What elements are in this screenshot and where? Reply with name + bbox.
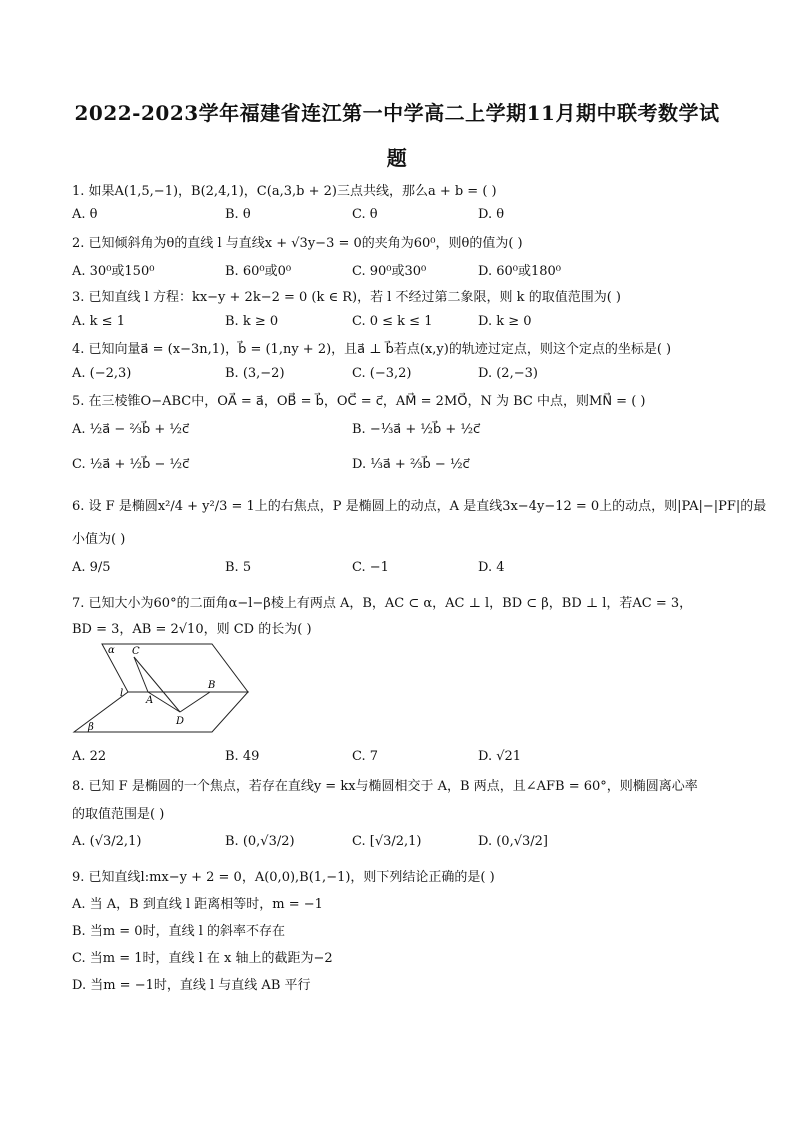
question-4-option-d: D. (2,−3) (478, 366, 538, 381)
question-6-option-b: B. 5 (225, 560, 252, 575)
question-2-option-b: B. 60⁰或0⁰ (225, 264, 292, 279)
plane-beta (74, 692, 248, 732)
question-7-option-c: C. 7 (352, 749, 379, 764)
question-4-option-a: A. (−2,3) (72, 366, 132, 381)
question-4-option-b: B. (3,−2) (225, 366, 285, 381)
page-title-line2: 题 (386, 146, 408, 170)
question-6-stem: 6. 设 F 是椭圆x²/4 + y²/3 = 1上的右焦点，P 是椭圆上的动点，A 是直线3x−4y−12 = 0上的动点，则|PA|−|PF|的最 (72, 499, 767, 514)
question-7-option-a: A. 22 (72, 749, 107, 764)
question-9-option-a: A. 当 A，B 到直线 l 距离相等时，m = −1 (72, 897, 323, 912)
question-5-stem: 5. 在三棱锥O−ABC中，OA⃗ = a⃗，OB⃗ = b⃗，OC⃗ = c⃗，AM⃗ = 2MO⃗，N 为 BC 中点，则MN⃗ = ( ) (72, 394, 646, 409)
question-9-option-d: D. 当m = −1时，直线 l 与直线 AB 平行 (72, 978, 311, 993)
question-3-option-a: A. k ≤ 1 (72, 314, 125, 329)
question-1-stem: 1. 如果A(1,5,−1)，B(2,4,1)，C(a,3,b + 2)三点共线，那么a + b = ( ) (72, 184, 497, 199)
question-3-option-c: C. 0 ≤ k ≤ 1 (352, 314, 433, 329)
question-6-option-c: C. −1 (352, 560, 389, 575)
label-l: l (120, 688, 124, 699)
question-8-option-a: A. (√3/2,1) (72, 834, 142, 849)
question-9-stem: 9. 已知直线l:mx−y + 2 = 0，A(0,0),B(1,−1)，则下列结论正确的是( ) (72, 870, 495, 885)
question-7-stem: 7. 已知大小为60°的二面角α−l−β棱上有两点 A，B，AC ⊂ α，AC ⊥ l，BD ⊂ β，BD ⊥ l，若AC = 3， (72, 596, 693, 611)
question-1-option-d: D. θ (478, 207, 505, 222)
question-7-option-b: B. 49 (225, 749, 260, 764)
label-b: B (208, 680, 216, 691)
question-8-option-b: B. (0,√3/2) (225, 834, 295, 849)
question-4-stem: 4. 已知向量a⃗ = (x−3n,1)，b⃗ = (1,ny + 2)，且a⃗ ⊥ b⃗若点(x,y)的轨迹过定点，则这个定点的坐标是( ) (72, 342, 672, 357)
segment-bd (180, 692, 210, 712)
question-8-option-c: C. [√3/2,1) (352, 834, 422, 849)
question-2-option-d: D. 60⁰或180⁰ (478, 264, 562, 279)
question-3-option-b: B. k ≥ 0 (225, 314, 279, 329)
question-3-stem: 3. 已知直线 l 方程：kx−y + 2k−2 = 0 (k ∈ R)，若 l 不经过第二象限，则 k 的取值范围为( ) (72, 290, 621, 305)
question-5-option-d: D. ⅓a⃗ + ⅔b⃗ − ½c⃗ (352, 457, 470, 472)
question-7-option-d: D. √21 (478, 749, 522, 764)
question-3-option-d: D. k ≥ 0 (478, 314, 532, 329)
question-9-option-b: B. 当m = 0时，直线 l 的斜率不存在 (72, 924, 285, 939)
question-6-option-d: D. 4 (478, 560, 505, 575)
question-1-option-b: B. θ (225, 207, 251, 222)
question-6-option-a: A. 9/5 (72, 560, 111, 575)
question-5-option-b: B. −⅓a⃗ + ½b⃗ + ½c⃗ (352, 422, 481, 437)
segment-ac (134, 657, 148, 692)
question-7-stem-continued: BD = 3，AB = 2√10，则 CD 的长为( ) (72, 622, 312, 637)
question-5-option-a: A. ½a⃗ − ⅔b⃗ + ½c⃗ (72, 422, 190, 437)
label-beta: β (88, 722, 94, 733)
label-c: C (132, 646, 140, 657)
question-4-option-c: C. (−3,2) (352, 366, 412, 381)
question-2-option-c: C. 90⁰或30⁰ (352, 264, 427, 279)
label-a: A (146, 695, 154, 706)
question-5-option-c: C. ½a⃗ + ½b⃗ − ½c⃗ (72, 457, 190, 472)
question-8-stem-continued: 的取值范围是( ) (72, 807, 165, 822)
question-2-option-a: A. 30⁰或150⁰ (72, 264, 155, 279)
question-1-option-a: A. θ (72, 207, 98, 222)
plane-alpha (102, 644, 248, 692)
question-9-option-c: C. 当m = 1时，直线 l 在 x 轴上的截距为−2 (72, 951, 333, 966)
segment-cd (134, 657, 180, 712)
question-6-stem-continued: 小值为( ) (72, 532, 126, 547)
label-d: D (176, 716, 185, 727)
question-8-stem: 8. 已知 F 是椭圆的一个焦点，若存在直线y = kx与椭圆相交于 A，B 两点，且∠AFB = 60°，则椭圆离心率 (72, 779, 698, 794)
dihedral-angle-diagram (72, 640, 252, 740)
question-2-stem: 2. 已知倾斜角为θ的直线 l 与直线x + √3y−3 = 0的夹角为60⁰，则θ的值为( ) (72, 236, 523, 251)
page-title-line1: 2022-2023学年福建省连江第一中学高二上学期11月期中联考数学试 (74, 101, 720, 125)
question-1-option-c: C. θ (352, 207, 378, 222)
label-alpha: α (108, 645, 115, 656)
question-8-option-d: D. (0,√3/2] (478, 834, 548, 849)
